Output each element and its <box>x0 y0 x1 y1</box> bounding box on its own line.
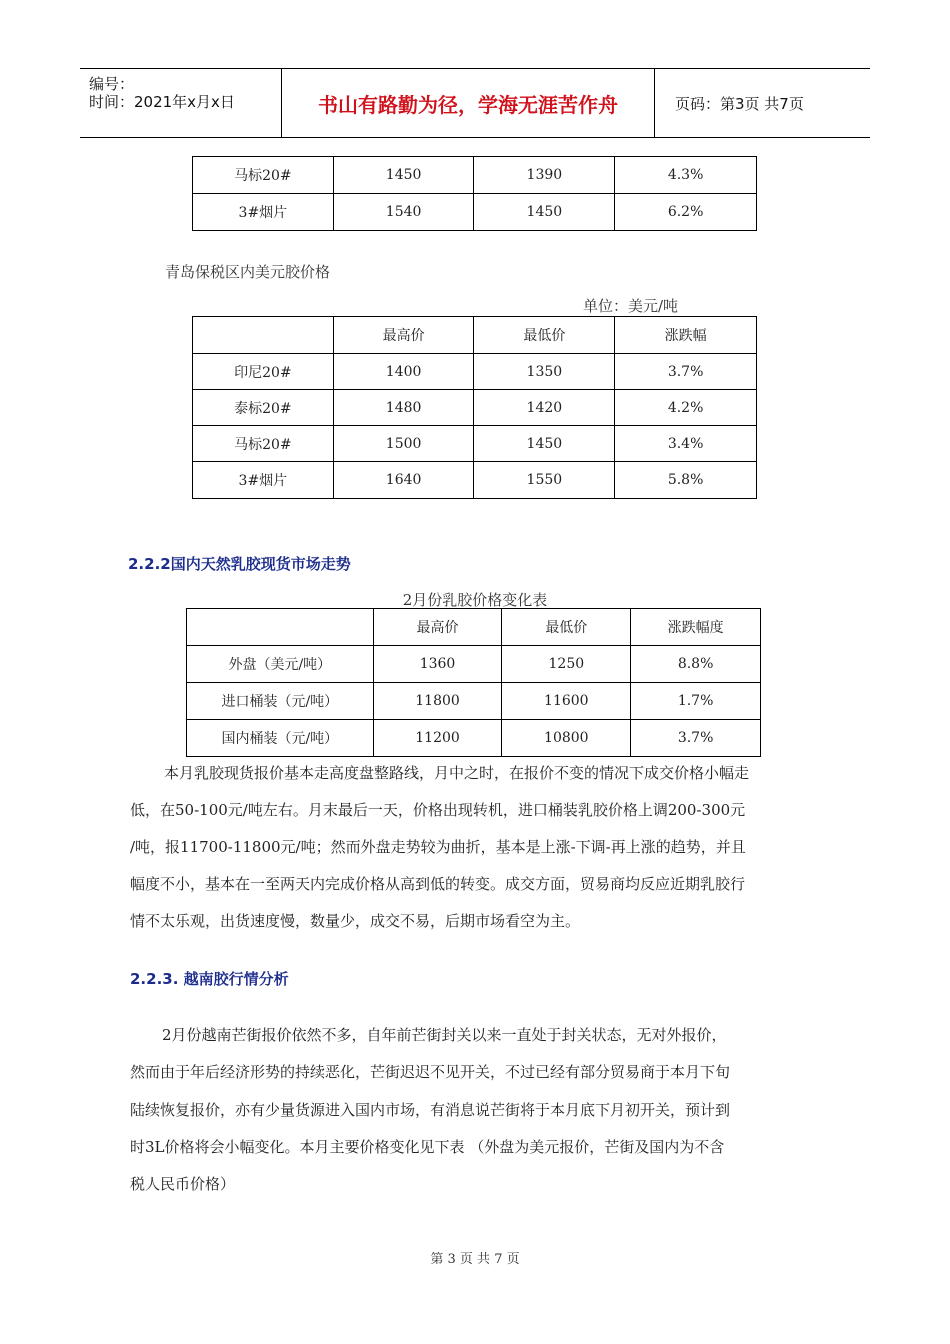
table-cell: 进口桶装（元/吨） <box>187 683 374 720</box>
qingdao-price-table <box>192 316 757 499</box>
page-number-text: 页码：第3页 共7页 <box>675 94 804 113</box>
latex-price-table <box>186 608 761 757</box>
paragraph-line: 税人民币价格） <box>130 1175 236 1193</box>
page-header <box>80 68 870 138</box>
header-meta <box>80 69 282 137</box>
table-cell: 印尼20# <box>193 354 334 390</box>
table-row <box>193 157 757 194</box>
table-cell: 6.2% <box>615 194 757 231</box>
table-cell: 1480 <box>333 390 474 426</box>
table-cell: 11200 <box>373 720 502 757</box>
price-table-continued <box>192 156 757 231</box>
table-header-cell <box>187 609 374 646</box>
table-cell: 国内桶装（元/吨） <box>187 720 374 757</box>
section-heading-223: 2.2.3. 越南胶行情分析 <box>130 970 289 988</box>
table-header-cell: 涨跌幅 <box>615 317 757 354</box>
paragraph-line: 时3L价格将会小幅变化。本月主要价格变化见下表 （外盘为美元报价，芒街及国内为不含 <box>130 1138 725 1156</box>
table-cell: 1540 <box>333 194 474 231</box>
table-cell: 1500 <box>333 426 474 462</box>
paragraph-line: 低，在50-100元/吨左右。月末最后一天，价格出现转机，进口桶装乳胶价格上调200-300元 <box>130 801 746 819</box>
qingdao-unit: 单位：美元/吨 <box>583 297 679 315</box>
date-label: 时间：2021年x月x日 <box>89 93 235 111</box>
latex-table-title: 2月份乳胶价格变化表 <box>402 591 548 609</box>
table-cell: 3.4% <box>615 426 757 462</box>
page-footer: 第 3 页 共 7 页 <box>430 1252 520 1267</box>
table-cell: 11800 <box>373 683 502 720</box>
table-cell: 3#烟片 <box>193 462 334 499</box>
table-cell: 1360 <box>373 646 502 683</box>
table-cell: 1450 <box>474 426 615 462</box>
table-row <box>193 462 757 499</box>
table-header-cell: 最低价 <box>502 609 631 646</box>
table-cell: 马标20# <box>193 157 334 194</box>
table-header-row <box>193 317 757 354</box>
header-motto: 书山有路勤为径，学海无涯苦作舟 <box>282 69 655 137</box>
table-cell: 马标20# <box>193 426 334 462</box>
paragraph-line: 幅度不小，基本在一至两天内完成价格从高到低的转变。成交方面，贸易商均反应近期乳胶行 <box>130 875 746 893</box>
table-cell: 3.7% <box>615 354 757 390</box>
table-row <box>187 683 761 720</box>
table-cell: 1450 <box>474 194 615 231</box>
table-row <box>193 426 757 462</box>
table-cell: 4.3% <box>615 157 757 194</box>
table-header-cell: 最高价 <box>333 317 474 354</box>
qingdao-title: 青岛保税区内美元胶价格 <box>165 263 331 281</box>
table-header-row <box>187 609 761 646</box>
section-heading-222: 2.2.2国内天然乳胶现货市场走势 <box>128 555 351 573</box>
table-cell: 10800 <box>502 720 631 757</box>
table-cell: 1250 <box>502 646 631 683</box>
paragraph-line: 2月份越南芒街报价依然不多，自年前芒街封关以来一直处于封关状态，无对外报价， <box>162 1026 727 1044</box>
paragraph-line: 本月乳胶现货报价基本走高度盘整路线，月中之时，在报价不变的情况下成交价格小幅走 <box>164 764 750 782</box>
table-cell: 1390 <box>474 157 615 194</box>
paragraph-line: 然而由于年后经济形势的持续恶化，芒街迟迟不见开关，不过已经有部分贸易商于本月下旬 <box>130 1063 731 1081</box>
number-label: 编号： <box>89 75 135 93</box>
table-cell: 8.8% <box>631 646 761 683</box>
table-header-cell: 最高价 <box>373 609 502 646</box>
table-cell: 泰标20# <box>193 390 334 426</box>
paragraph-line: /吨，报11700-11800元/吨；然而外盘走势较为曲折，基本是上涨-下调-再上涨的趋势，并且 <box>130 838 746 856</box>
table-header-cell <box>193 317 334 354</box>
paragraph-line: 陆续恢复报价，亦有少量货源进入国内市场，有消息说芒街将于本月底下月初开关，预计到 <box>130 1101 731 1119</box>
table-row <box>193 354 757 390</box>
table-cell: 1420 <box>474 390 615 426</box>
table-cell: 1640 <box>333 462 474 499</box>
table-cell: 1550 <box>474 462 615 499</box>
table-cell: 1350 <box>474 354 615 390</box>
table-header-cell: 最低价 <box>474 317 615 354</box>
table-cell: 5.8% <box>615 462 757 499</box>
table-cell: 3#烟片 <box>193 194 334 231</box>
table-cell: 11600 <box>502 683 631 720</box>
table-cell: 1450 <box>333 157 474 194</box>
table-row <box>193 390 757 426</box>
table-cell: 4.2% <box>615 390 757 426</box>
table-cell: 1400 <box>333 354 474 390</box>
table-row <box>193 194 757 231</box>
table-cell: 外盘（美元/吨） <box>187 646 374 683</box>
page-number-label <box>664 69 870 137</box>
paragraph-line: 情不太乐观，出货速度慢，数量少，成交不易，后期市场看空为主。 <box>130 912 581 930</box>
table-cell: 3.7% <box>631 720 761 757</box>
table-cell: 1.7% <box>631 683 761 720</box>
table-header-cell: 涨跌幅度 <box>631 609 761 646</box>
table-row <box>187 646 761 683</box>
table-row <box>187 720 761 757</box>
